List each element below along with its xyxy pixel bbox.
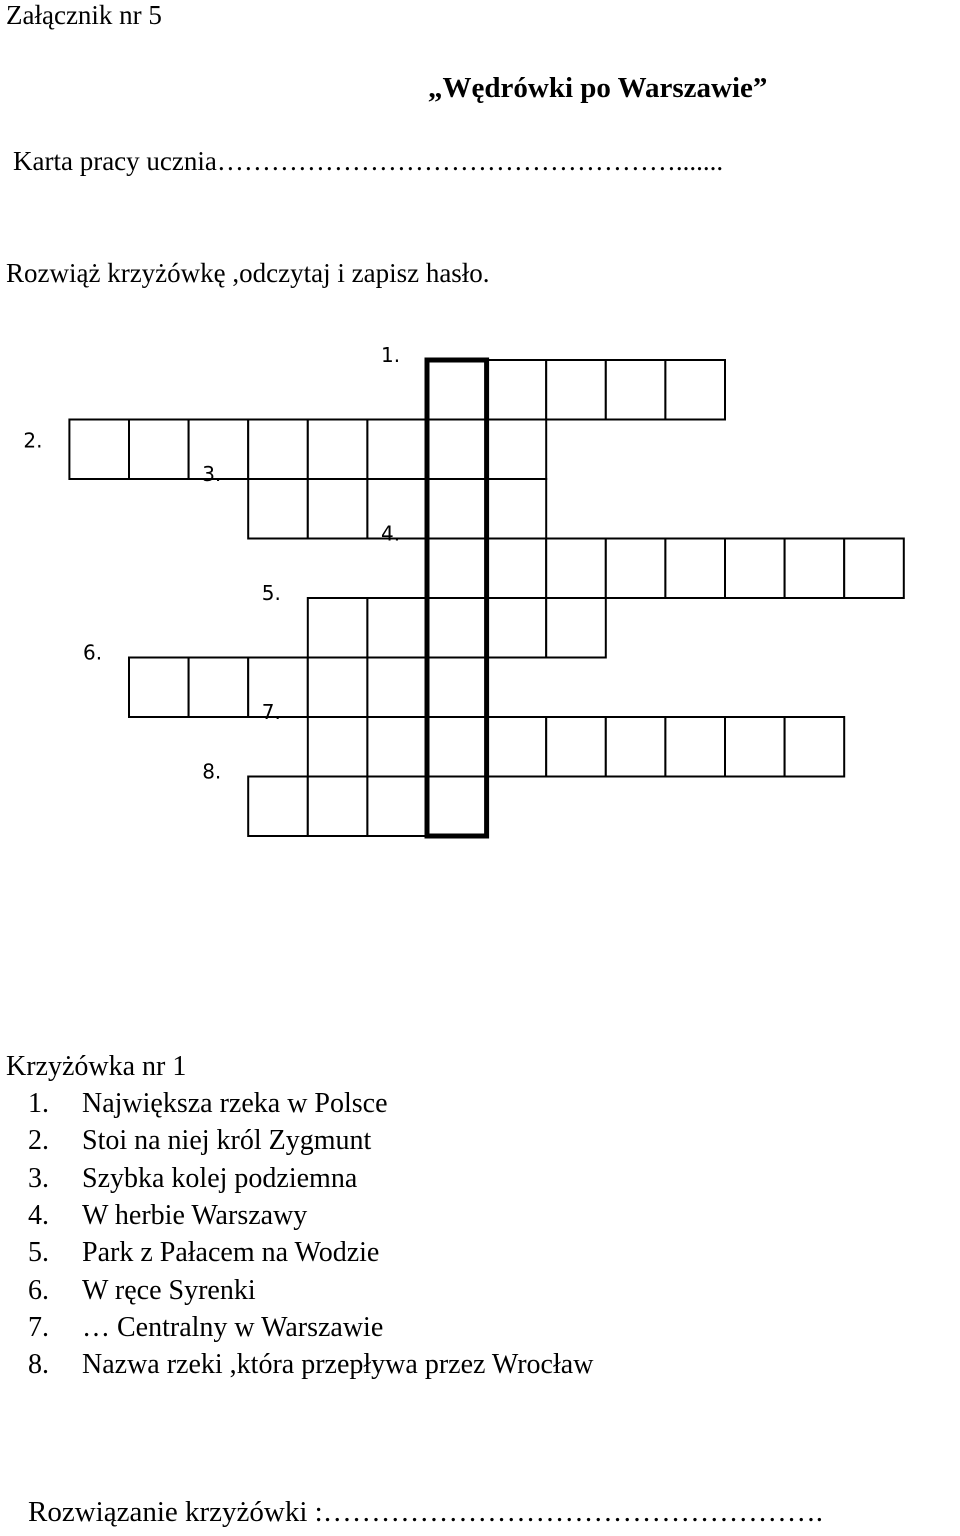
clue-number-label: 6.	[83, 640, 103, 665]
clue-text: Stoi na niej król Zygmunt	[82, 1125, 372, 1157]
crossword-cell[interactable]	[189, 658, 249, 718]
crossword-cell[interactable]	[427, 539, 487, 599]
crossword-cell[interactable]	[248, 777, 308, 837]
crossword-cell[interactable]	[427, 658, 487, 718]
crossword-cell[interactable]	[308, 777, 368, 837]
solution-line: Rozwiązanie krzyżówki :…………………………………………….	[28, 1496, 823, 1528]
clue-number-label: 8.	[202, 759, 222, 784]
clues-heading: Krzyżówka nr 1	[6, 1051, 187, 1082]
clue-text: Nazwa rzeki ,która przepływa przez Wrocław	[82, 1349, 594, 1381]
crossword-cell[interactable]	[367, 598, 427, 658]
crossword-cell[interactable]	[606, 360, 666, 420]
crossword-cell[interactable]	[665, 360, 725, 420]
crossword-cell[interactable]	[487, 420, 547, 480]
crossword-cell[interactable]	[546, 539, 606, 599]
instruction-text: Rozwiąż krzyżówkę ,odczytaj i zapisz hasło.	[6, 258, 490, 288]
clue-text: W herbie Warszawy	[82, 1199, 308, 1231]
clue-number: 6.	[28, 1274, 49, 1306]
crossword-grid	[0, 340, 960, 860]
crossword-cell[interactable]	[308, 717, 368, 777]
crossword-cell[interactable]	[725, 539, 785, 599]
crossword-cell[interactable]	[129, 658, 189, 718]
crossword-cell[interactable]	[308, 420, 368, 480]
crossword-cell[interactable]	[725, 717, 785, 777]
crossword-cell[interactable]	[606, 539, 666, 599]
clue-number: 2.	[28, 1125, 49, 1157]
clue-number: 4.	[28, 1199, 49, 1231]
worksheet-name-line: Karta pracy ucznia…………………………………………….......	[13, 146, 724, 176]
crossword-cell[interactable]	[367, 420, 427, 480]
clue-item	[28, 1275, 256, 1307]
crossword-cell[interactable]	[487, 717, 547, 777]
crossword-cell[interactable]	[248, 479, 308, 539]
clue-number: 1.	[28, 1088, 49, 1119]
crossword-cell[interactable]	[427, 360, 487, 420]
clue-item	[28, 1163, 357, 1195]
crossword-cell[interactable]	[248, 420, 308, 480]
crossword-cell[interactable]	[69, 420, 129, 480]
clue-number-label: 2.	[23, 428, 43, 453]
clue-item	[28, 1088, 388, 1120]
crossword-cell[interactable]	[427, 420, 487, 480]
clue-item	[28, 1349, 593, 1381]
document-title: „Wędrówki po Warszawie”	[428, 72, 768, 104]
clue-item	[28, 1125, 371, 1157]
clue-item	[28, 1237, 379, 1269]
crossword-cell[interactable]	[665, 717, 725, 777]
crossword-cell[interactable]	[546, 360, 606, 420]
crossword-cell[interactable]	[844, 539, 904, 599]
crossword-cell[interactable]	[785, 539, 845, 599]
crossword-cell[interactable]	[367, 777, 427, 837]
clue-number: 3.	[28, 1162, 49, 1194]
crossword-cell[interactable]	[308, 658, 368, 718]
crossword-cell[interactable]	[546, 717, 606, 777]
clue-number: 7.	[28, 1311, 49, 1343]
annex-label: Załącznik nr 5	[6, 0, 162, 30]
crossword-cell[interactable]	[427, 777, 487, 837]
clue-item	[28, 1312, 383, 1344]
crossword-cell[interactable]	[367, 658, 427, 718]
crossword-cell[interactable]	[129, 420, 189, 480]
crossword-cell[interactable]	[785, 717, 845, 777]
clue-number-label: 1.	[381, 343, 401, 367]
clue-number-label: 4.	[381, 521, 401, 546]
clue-number: 5.	[28, 1237, 49, 1269]
crossword-cell[interactable]	[487, 539, 547, 599]
clue-text: Szybka kolej podziemna	[82, 1162, 358, 1194]
crossword-cell[interactable]	[546, 598, 606, 658]
crossword-cell[interactable]	[487, 479, 547, 539]
clue-number-label: 5.	[261, 581, 281, 605]
clue-text: W ręce Syrenki	[82, 1274, 256, 1306]
clue-number-label: 3.	[202, 462, 222, 486]
crossword-cell[interactable]	[308, 479, 368, 539]
crossword-cell[interactable]	[665, 539, 725, 599]
crossword-cell[interactable]	[427, 717, 487, 777]
clue-text: Park z Pałacem na Wodzie	[82, 1237, 380, 1269]
clue-text: Największa rzeka w Polsce	[82, 1088, 388, 1119]
clue-number: 8.	[28, 1349, 49, 1381]
crossword-cell[interactable]	[487, 598, 547, 658]
clue-item	[28, 1200, 307, 1232]
crossword-cell[interactable]	[606, 717, 666, 777]
crossword-cell[interactable]	[367, 717, 427, 777]
crossword-cell[interactable]	[308, 598, 368, 658]
crossword-cell[interactable]	[487, 360, 547, 420]
clue-text: … Centralny w Warszawie	[82, 1311, 384, 1343]
clue-number-label: 7.	[261, 700, 281, 724]
crossword-cell[interactable]	[427, 598, 487, 658]
crossword-cell[interactable]	[427, 479, 487, 539]
